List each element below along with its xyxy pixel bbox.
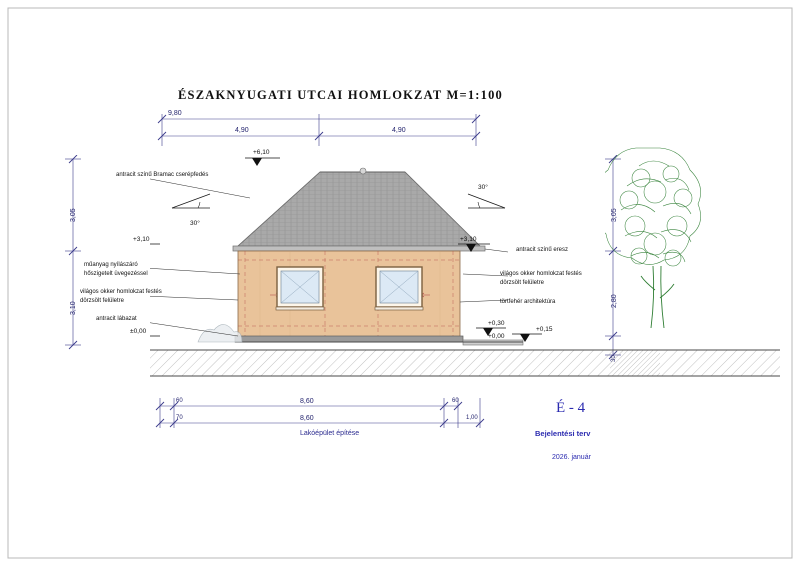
sheet-date: 2026. január: [552, 454, 591, 461]
dim-left-lower: 3,10: [70, 301, 77, 315]
level-label-terrain: +0,15: [536, 326, 553, 333]
level-label-eaves-left: +3,10: [133, 236, 150, 243]
level-marker-ridge: [252, 158, 262, 166]
annotation-facade-paint-line1: világos okker homlokzat festés: [80, 289, 162, 295]
dim-bottom-upper-left: 60: [176, 398, 183, 404]
annotation-roof-tiles: antracit színű Bramac cserépfedés: [116, 172, 209, 178]
dim-right-top: 4,90: [392, 127, 406, 134]
level-label-terrace-zero: +0,00: [488, 333, 505, 340]
sheet-subtitle: Bejelentési terv: [535, 429, 591, 438]
dim-right-lower: 2,80: [611, 294, 618, 308]
top-dimension-chain: [140, 110, 500, 150]
dim-bottom-upper-middle: 8,60: [300, 398, 314, 405]
annotation-windows-line1: műanyag nyílászáró: [84, 262, 138, 268]
annotation-plinth: antracit lábazat: [96, 316, 137, 322]
annotation-facade-right-line1: világos okker homlokzat festés: [500, 271, 582, 277]
dim-bottom-lower-left: 70: [176, 415, 183, 421]
annotation-facade-right-line2: dörzsölt felületre: [500, 280, 545, 286]
pitch-label-left: 30°: [190, 220, 200, 227]
level-label-eaves-right: +3,10: [460, 236, 477, 243]
dim-left-upper: 3,05: [70, 208, 77, 222]
dim-bottom-lower-middle: 8,60: [300, 415, 314, 422]
page-title: ÉSZAKNYUGATI UTCAI HOMLOKZAT M=1:100: [178, 88, 503, 102]
pitch-label-right: 30°: [478, 184, 488, 191]
window-right: [375, 267, 423, 310]
ground-hatch-right: [610, 348, 780, 378]
dim-right-upper: 3,05: [611, 208, 618, 222]
bottom-caption: Lakóépület építése: [300, 430, 360, 437]
level-label-terrace-top: +0,30: [488, 320, 505, 327]
building-elevation: [150, 150, 660, 390]
left-vertical-dimension: [55, 155, 95, 355]
pitch-symbol-right: [468, 194, 505, 208]
sheet-code: É - 4: [556, 400, 586, 416]
pitch-symbol-left: [172, 194, 210, 208]
annotation-facade-paint-line2: dörzsölt felületre: [80, 298, 125, 304]
window-left: [276, 267, 324, 310]
level-label-floor: ±0,00: [130, 328, 147, 335]
dim-total-top: 9,80: [168, 110, 182, 117]
annotation-windows-line2: hőszigetelt üvegezéssel: [84, 271, 148, 277]
level-label-ridge: +6,10: [253, 149, 270, 156]
annotation-architrave: törtfehér architektúra: [500, 299, 556, 305]
tree-illustration: [605, 140, 715, 355]
dim-bottom-upper-right: 60: [452, 398, 459, 404]
annotation-eaves: antracit színű eresz: [516, 247, 569, 253]
dim-left-top: 4,90: [235, 127, 249, 134]
dim-bottom-lower-right: 1,00: [466, 415, 478, 421]
